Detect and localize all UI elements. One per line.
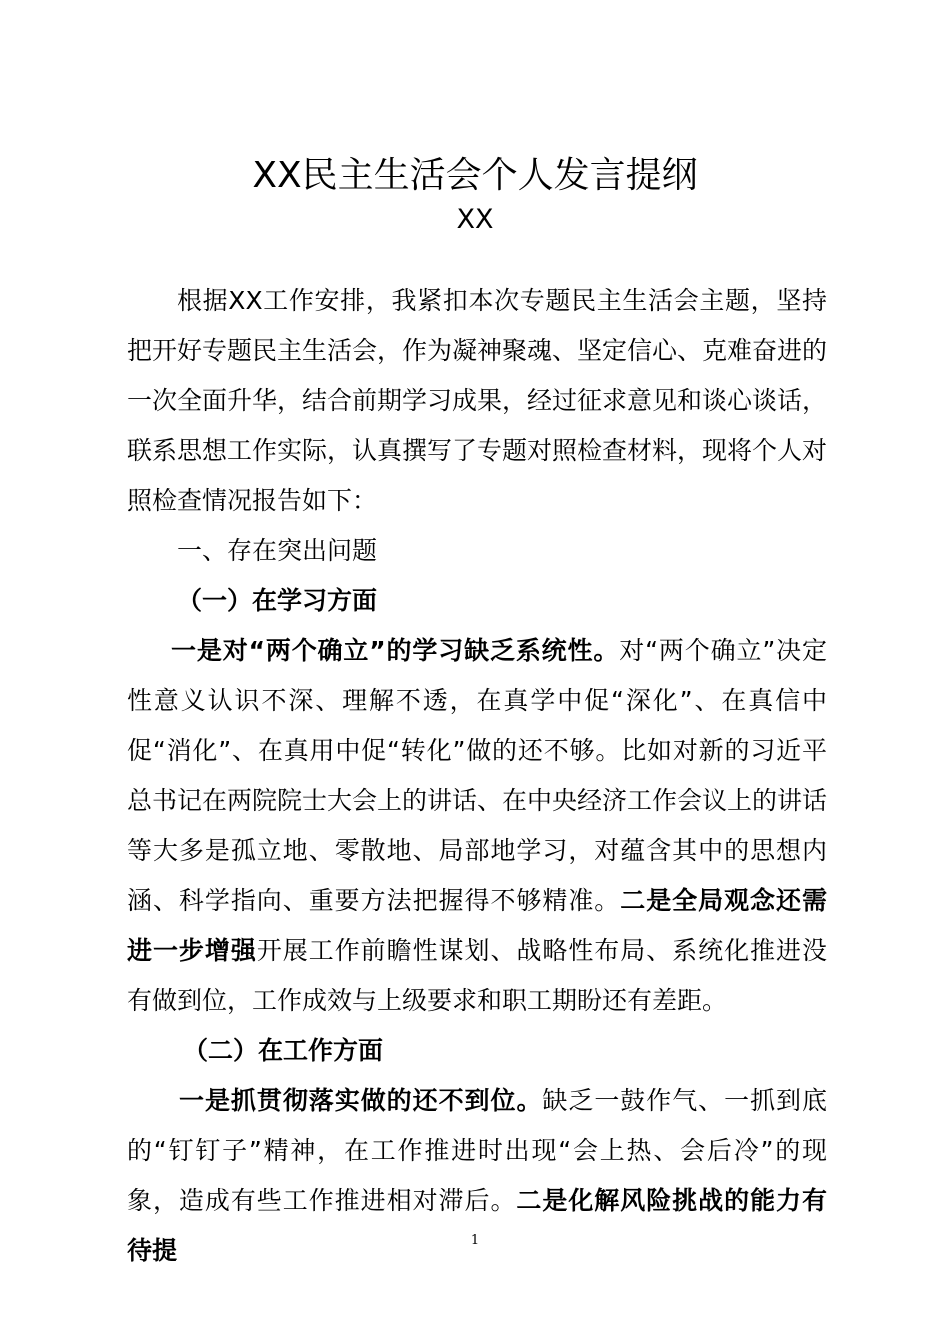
study-point-1-text: 对“两个确立”决定性意义认识不深、理解不透，在真学中促“深化”、在真信中促“消化”、在真用中促“转化”做的还不够。比如对新的习近平总书记在两院院士大会上的讲话、在中央经济工作会议上的讲话等大多是孤立地、零散地、局部地学习，对蕴含其中的思想内涵、科学指向、重要方法把握得不够精准。 — [127, 636, 828, 915]
document-title: XX民主生活会个人发言提纲 — [252, 155, 698, 196]
work-point-1-text: 缺乏一鼓作气、一抓到底的“钉钉子”精神，在工作推进时出现“会上热、会后冷”的现象，造成有些工作推进相对滞后。 — [127, 1086, 827, 1215]
study-point-1-lead: 一是对“两个确立”的学习缺乏系统性。 — [171, 636, 620, 665]
subheading-study: （一）在学习方面 — [177, 586, 378, 615]
subheading-work: （二）在工作方面 — [183, 1036, 384, 1065]
study-point-2-lead: 二是全局观念还需进一步增强 — [127, 886, 827, 965]
section-heading-problems: 一、存在突出问题 — [177, 536, 378, 565]
document-author: XX — [456, 204, 494, 235]
study-point-2-text: 开展工作前瞻性谋划、战略性布局、系统化推进没有做到位，工作成效与上级要求和职工期盼还有差距。 — [127, 936, 827, 1015]
work-point-1-lead: 一是抓贯彻落实做的还不到位。 — [179, 1086, 543, 1115]
intro-paragraph: 根据XX工作安排，我紧扣本次专题民主生活会主题，坚持把开好专题民主生活会，作为凝神聚魂、坚定信心、克难奋进的一次全面升华，结合前期学习成果，经过征求意见和谈心谈话，联系思想工作实际，认真撰写了专题对照检查材料，现将个人对照检查情况报告如下： — [127, 286, 828, 515]
page-number: 1 — [470, 1233, 480, 1248]
work-point-2-lead: 二是化解风险挑战的能力有待提 — [127, 1186, 827, 1265]
study-paragraph — [127, 626, 827, 1026]
document-body — [127, 276, 827, 1276]
